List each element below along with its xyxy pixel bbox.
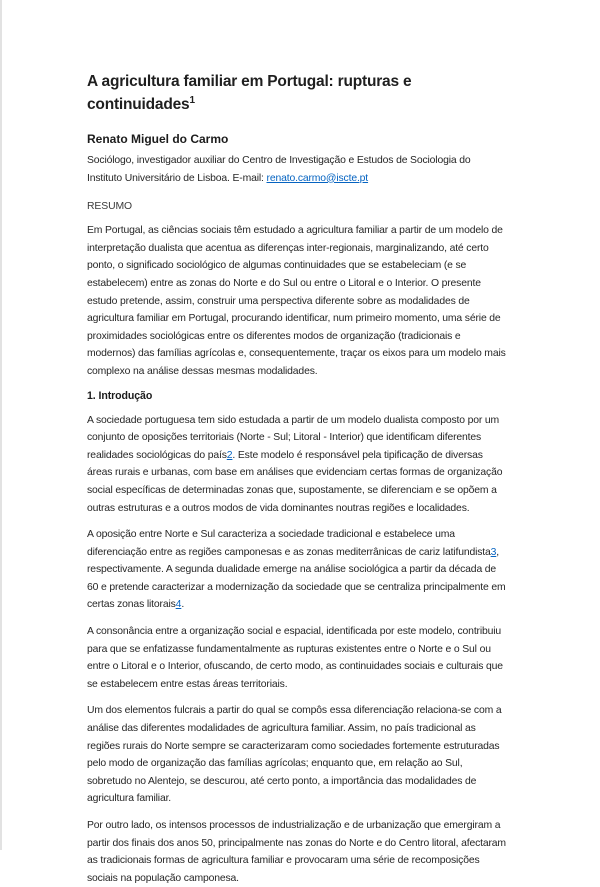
- document-title-text: A agricultura familiar em Portugal: rupturas e continuidades: [87, 73, 412, 113]
- footnote-ref-link[interactable]: 4: [175, 599, 182, 611]
- email-link[interactable]: renato.carmo@iscte.pt: [266, 172, 369, 184]
- section-body-introducao: [87, 412, 507, 887]
- paragraph-text: . Este modelo é responsável pela tipificação de diversas áreas rurais e urbanas, com base em análises que evidenciam certas formas de organização social específicas de determinadas zonas que, supostamente, se diferenciam e se opõem a outras estruturas e a outros modos de vida dominantes noutras regiões e localidades.: [87, 449, 503, 514]
- paragraph: [87, 623, 507, 693]
- paragraph-text: Um dos elementos fulcrais a partir do qual se compôs essa diferenciação relaciona-se com a análise das diferentes modalidades de agricultura familiar. Assim, no país tradicional as regiões rurais do Norte sempre se caracterizaram como sociedades fortemente estruturadas pelo modo de organização das famílias agrícolas; enquanto que, em relação ao Sul, sobretudo no Alentejo, se descurou, até certo ponto, a importância das modalidades de agricultura familiar.: [87, 705, 502, 805]
- abstract-paragraph: Em Portugal, as ciências sociais têm estudado a agricultura familiar a partir de um modelo de interpretação dualista que acentua as diferenças inter-regionais, marginalizando, até certo ponto, o significado sociológico de algumas continuidades que se estabeleciam (e se estabelecem) entre as zonas do Norte e do Sul ou entre o Litoral e o Interior. O presente estudo pretende, assim, construir uma perspectiva diferente sobre as modalidades de agricultura familiar em Portugal, procurando identificar, num primeiro momento, uma série de proximidades sociológicas entre os diferentes modos de organização (tradicionais e modernos) das famílias agrícolas e, consequentemente, traçar os eixos para um modelo mais complexo na análise dessas mesmas modalidades.: [87, 225, 506, 377]
- paragraph-text: A sociedade portuguesa tem sido estudada a partir de um modelo dualista composto por um conjunto de oposições territoriais (Norte - Sul; Litoral - Interior) que identificam diferentes realidades sociológicas do país: [87, 414, 500, 461]
- footnote-ref-link[interactable]: 2: [226, 449, 233, 461]
- author-name: Renato Miguel do Carmo: [87, 132, 229, 146]
- paragraph-text: .: [181, 599, 185, 611]
- section-heading-introducao: 1. Introdução: [87, 389, 153, 402]
- footnote-ref-link[interactable]: 3: [490, 546, 497, 558]
- paragraph: [87, 702, 507, 808]
- abstract-label: RESUMO: [87, 201, 133, 213]
- paragraph: [87, 526, 507, 614]
- paragraph-text: Por outro lado, os intensos processos de industrialização e de urbanização que emergiram a partir dos finais dos anos 50, principalmente nas zonas do Norte e do Centro litoral, afectaram as tradicionais formas de agricultura familiar e provocaram uma série de recomposições sociais na população camponesa.: [87, 820, 506, 884]
- page-left-edge: [0, 0, 2, 850]
- paragraph: [87, 412, 507, 518]
- affiliation-text: Sociólogo, investigador auxiliar do Centro de Investigação e Estudos de Sociologia do Instituto Universitário de Lisboa. E-mail:: [87, 155, 471, 184]
- author-affiliation: [87, 152, 507, 187]
- paragraph-text: A consonância entre a organização social e espacial, identificada por este modelo, contribuiu para que se enfatizasse fundamentalmente as rupturas existentes entre o Norte e o Sul ou entre o Litoral e o Interior, ofuscando, de certo modo, as continuidades sociais e culturais que se estabelecem entre estas áreas territoriais.: [87, 626, 503, 690]
- paragraph: [87, 817, 507, 887]
- paragraph-text: , respectivamente. A segunda dualidade emerge na análise sociológica a partir da década de 60 e pretende caracterizar a modernização da sociedade que se centraliza principalmente em certas zonas litorais: [87, 546, 506, 611]
- document-title: [87, 70, 507, 116]
- paragraph-text: A oposição entre Norte e Sul caracteriza a sociedade tradicional e estabelece uma diferenciação entre as regiões camponesas e as zonas mediterrânicas de cariz latifundista: [87, 529, 491, 558]
- title-footnote-marker: 1: [189, 94, 195, 106]
